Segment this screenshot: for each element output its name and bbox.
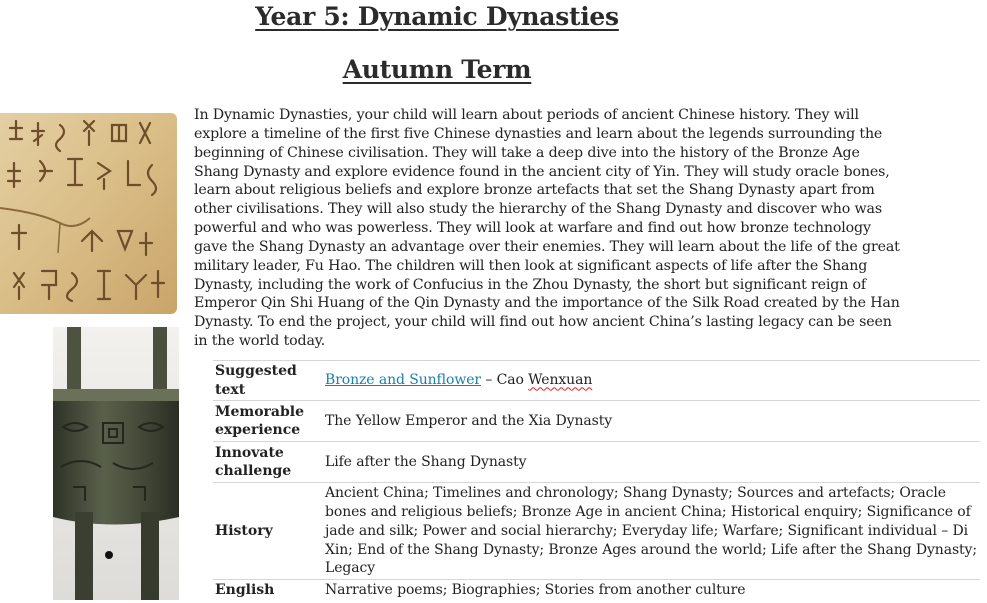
row-label xyxy=(213,401,323,442)
row-value xyxy=(323,361,980,401)
bronze-vessel-image xyxy=(53,327,179,600)
document-subtitle: Autumn Term xyxy=(342,55,532,84)
label-line: Memorable xyxy=(215,403,305,420)
row-label: Suggested text xyxy=(213,361,323,401)
author-separator: – Cao xyxy=(481,372,529,389)
row-label: History xyxy=(213,483,323,580)
oracle-bone-image xyxy=(0,113,177,314)
row-value: Ancient China; Timelines and chronology; Shang Dynasty; Sources and artefacts; Oracle bones and religious beliefs; Bronze Age in ancient China; Historical enquiry; Significance of jade and silk; Power and social hierarchy; Everyday life; Warfare; Significant individual – Di Xin; End of the Shang Dynasty; Bronze Ages around the world; Life after the Shang Dynasty; Legacy xyxy=(323,483,980,580)
label-line: Innovate xyxy=(215,444,284,461)
table-row xyxy=(213,361,980,401)
suggested-text-link[interactable]: Bronze and Sunflower xyxy=(325,372,481,389)
intro-paragraph: In Dynamic Dynasties, your child will learn about periods of ancient Chinese history. They will explore a timeline of the first five Chinese dynasties and learn about the legends surrounding the beginning of Chinese civilisation. They will take a deep dive into the history of the Bronze Age Shang Dynasty and explore evidence found in the ancient city of Yin. They will study oracle bones, learn about religious beliefs and explore bronze artefacts that set the Shang Dynasty apart from other civilisations. They will also study the hierarchy of the Shang Dynasty and discover who was powerful and who was powerless. They will look at warfare and find out how bronze technology gave the Shang Dynasty an advantage over their enemies. They will learn about the life of the great military leader, Fu Hao. The children will then look at significant aspects of life after the Shang Dynasty, including the work of Confucius in the Zhou Dynasty, the short but significant reign of Emperor Qin Shi Huang of the Qin Dynasty and the importance of the Silk Road created by the Han Dynasty. To end the project, your child will find out how ancient China’s lasting legacy can be seen in the world today. xyxy=(194,107,900,350)
row-label xyxy=(213,442,323,483)
curriculum-table xyxy=(213,360,980,601)
label-line: challenge xyxy=(215,463,292,480)
row-value: The Yellow Emperor and the Xia Dynasty xyxy=(323,401,980,442)
author-surname: Wenxuan xyxy=(528,372,593,389)
row-value: Narrative poems; Biographies; Stories from another culture xyxy=(323,579,980,601)
table-row xyxy=(213,442,980,483)
row-value: Life after the Shang Dynasty xyxy=(323,442,980,483)
label-line: experience xyxy=(215,422,301,439)
table-row xyxy=(213,401,980,442)
document-title: Year 5: Dynamic Dynasties xyxy=(255,2,619,31)
table-row xyxy=(213,483,980,580)
row-label: English xyxy=(213,579,323,601)
table-row xyxy=(213,579,980,601)
